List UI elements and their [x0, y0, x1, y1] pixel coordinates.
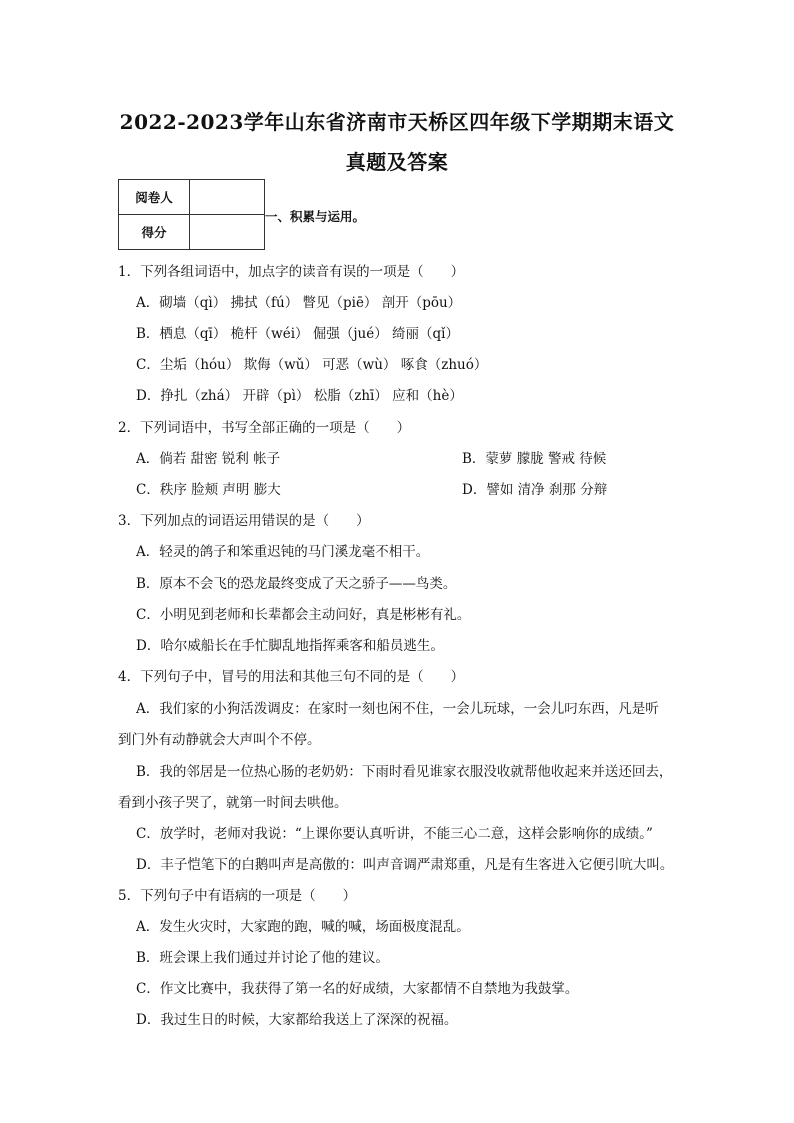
section-heading: 一、积累与运用。	[265, 209, 366, 224]
option: B．班会课上我们通过并讨论了他的建议。	[136, 950, 389, 966]
option-continued: 到门外有动静就会大声叫个不停。	[118, 732, 321, 748]
question-stem: 4．下列句子中，冒号的用法和其他三句不同的是（ ）	[118, 669, 465, 685]
option-continued: 看到小孩子哭了，就第一时间去哄他。	[118, 795, 348, 811]
option: A．发生火灾时，大家跑的跑，喊的喊，场面极度混乱。	[136, 919, 470, 935]
option: B．蒙萝 朦胧 警戒 待候	[462, 451, 607, 467]
score-label: 得分	[119, 215, 190, 250]
grader-table	[118, 179, 265, 250]
option: D．譬如 清净 刹那 分辩	[462, 482, 608, 498]
option: B．原本不会飞的恐龙最终变成了天之骄子——鸟类。	[136, 576, 457, 592]
grader-row-score	[119, 215, 265, 250]
reviewer-label: 阅卷人	[119, 180, 190, 215]
question-stem: 5．下列句子中有语病的一项是（ ）	[118, 888, 357, 904]
option: C．小明见到老师和长辈都会主动问好，真是彬彬有礼。	[136, 607, 471, 623]
option: C．放学时，老师对我说：“上课你要认真听讲，不能三心二意，这样会影响你的成绩。”	[136, 826, 653, 842]
score-value	[190, 215, 265, 250]
question-stem: 1．下列各组词语中，加点字的读音有误的一项是（ ）	[118, 264, 465, 280]
option: B．栖息（qī） 桅杆（wéi） 倔强（jué） 绮丽（qǐ）	[136, 326, 459, 342]
option: C．秩序 脸颊 声明 膨大	[136, 482, 281, 498]
option: D．丰子恺笔下的白鹅叫声是高傲的：叫声音调严肃郑重，凡是有生客进入它便引吭大叫。	[136, 857, 674, 873]
option: A．砌墙（qì） 拂拭（fú） 瞥见（piē） 剖开（pōu）	[136, 295, 462, 311]
option: B．我的邻居是一位热心肠的老奶奶：下雨时看见谁家衣服没收就帮他收起来并送还回去，	[136, 764, 673, 780]
page-title: 2022-2023学年山东省济南市天桥区四年级下学期期末语文	[119, 110, 675, 134]
option: C．尘垢（hóu） 欺侮（wǔ） 可恶（wù） 啄食（zhuó）	[136, 357, 488, 373]
option: A．轻灵的鸽子和笨重迟钝的马门溪龙毫不相干。	[136, 544, 430, 560]
option: D．我过生日的时候，大家都给我送上了深深的祝福。	[136, 1012, 458, 1028]
question-stem: 2．下列词语中，书写全部正确的一项是（ ）	[118, 420, 411, 436]
option: A．倘若 甜密 锐利 帐子	[136, 451, 281, 467]
grader-row-reviewer	[119, 180, 265, 215]
option: D．挣扎（zhá） 开辟（pì） 松脂（zhī） 应和（hè）	[136, 388, 463, 404]
page-title-continued: 真题及答案	[345, 150, 449, 174]
option: D．哈尔威船长在手忙脚乱地指挥乘客和船员逃生。	[136, 638, 444, 654]
question-stem: 3．下列加点的词语运用错误的是（ ）	[118, 513, 370, 529]
option: C．作文比赛中，我获得了第一名的好成绩，大家都情不自禁地为我鼓掌。	[136, 981, 579, 997]
option: A．我们家的小狗活泼调皮：在家时一刻也闲不住，一会儿玩球，一会儿叼东西，凡是听	[136, 701, 659, 717]
reviewer-value	[190, 180, 265, 215]
